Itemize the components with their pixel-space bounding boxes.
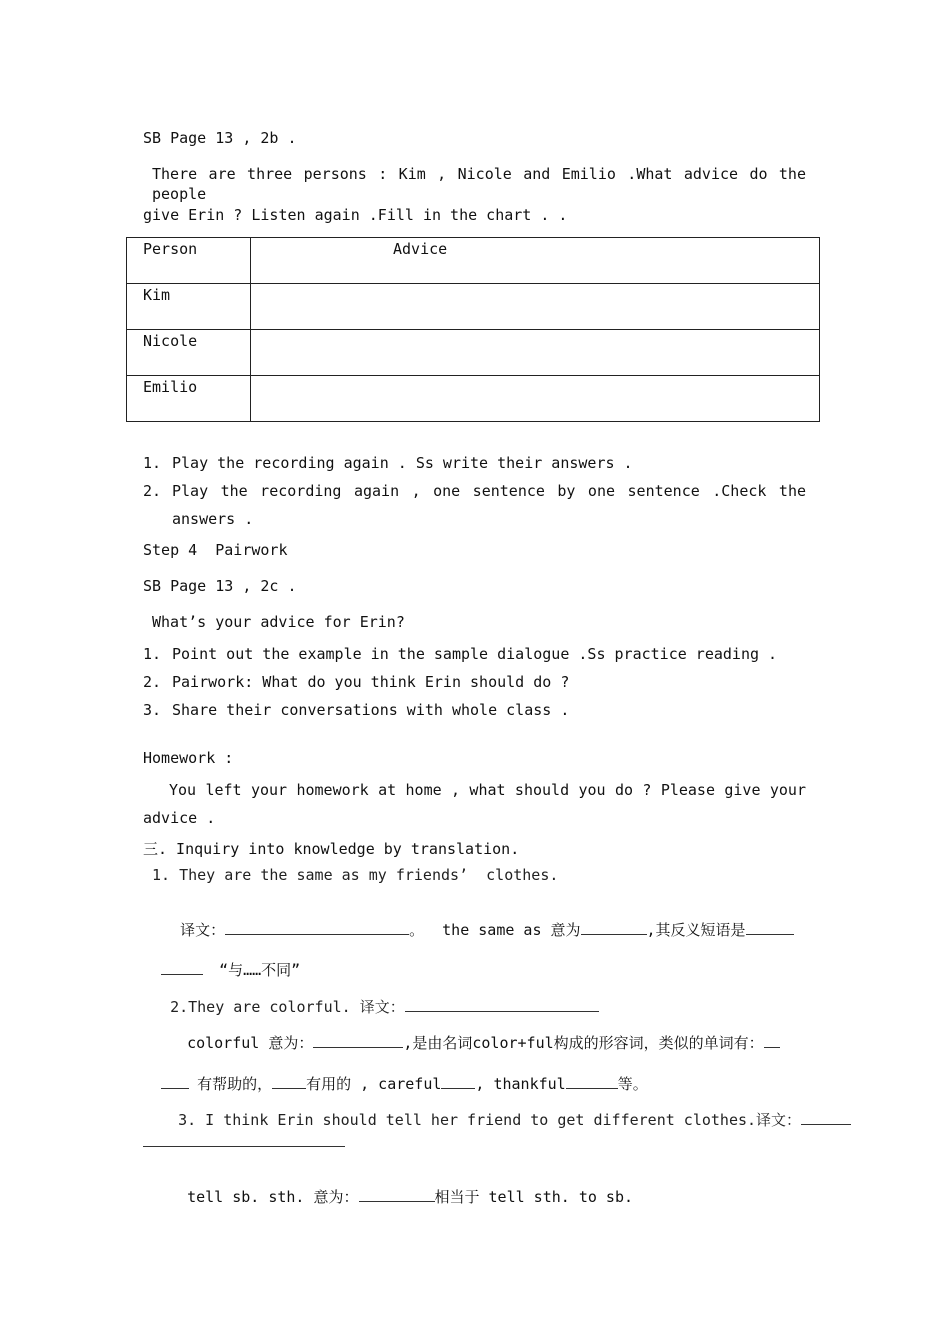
q2-sentence: 2.They are colorful. 译文： <box>170 998 405 1016</box>
q1-antonym-blank-cont[interactable] <box>161 960 203 975</box>
q3-sentence: 3. I think Erin should tell her friend to get different clothes.译文： <box>178 1111 802 1129</box>
q2-colorful-blank[interactable] <box>313 1033 403 1048</box>
q1-tail-text: ,其反义短语是 <box>646 921 746 939</box>
chart-person-cell: Emilio <box>127 376 251 422</box>
q2-translation-blank[interactable] <box>405 997 599 1012</box>
step4-ref: SB Page 13 , 2c . <box>143 577 297 595</box>
step4-question: What’s your advice for Erin? <box>152 613 405 631</box>
chart-advice-cell[interactable] <box>251 330 820 376</box>
chart-advice-cell[interactable] <box>251 284 820 330</box>
q3-tell-line <box>169 1167 633 1207</box>
step4-item-3-text: Share their conversations with whole class . <box>172 701 570 719</box>
q2-useful-text: 有用的 , careful <box>306 1075 442 1093</box>
section-2b-instruction-line2: give Erin ? Listen again .Fill in the chart . . <box>143 206 568 224</box>
chart-advice-cell[interactable] <box>251 376 820 422</box>
q1-translation-blank[interactable] <box>225 920 409 935</box>
step4-item-2-text: Pairwork: What do you think Erin should do ? <box>172 673 570 691</box>
q1-line2 <box>143 940 300 980</box>
q2-careful-blank[interactable] <box>441 1074 475 1089</box>
chart-header-advice: Advice <box>251 238 820 284</box>
step-1-text: Play the recording again . Ss write their answers . <box>172 454 633 472</box>
step-2-text: Play the recording again , one sentence by one sentence .Check the <box>172 482 806 500</box>
chart-header-person: Person <box>127 238 251 284</box>
q1-answer-line <box>162 900 794 940</box>
step4-item-1-text: Point out the example in the sample dialogue .Ss practice reading . <box>172 645 778 663</box>
q2-words-line <box>143 1054 648 1094</box>
chart-header-row <box>127 238 820 284</box>
q2-sentence-line <box>152 977 599 1017</box>
advice-chart <box>126 237 820 422</box>
homework-title: Homework : <box>143 749 234 767</box>
translation-heading: 三. Inquiry into knowledge by translation. <box>143 840 520 858</box>
q3-translation-rule[interactable] <box>143 1146 345 1147</box>
q2-colorful-desc: ,是由名词color+ful构成的形容词，类似的单词有： <box>403 1034 764 1052</box>
q3-translation-blank[interactable] <box>801 1110 851 1125</box>
step4-item-2-number: 2. <box>143 673 162 691</box>
chart-row <box>127 330 820 376</box>
q2-thankful-blank[interactable] <box>566 1074 618 1089</box>
chart-person-cell: Nicole <box>127 330 251 376</box>
q3-sentence-line <box>160 1090 851 1130</box>
step-2-number: 2. <box>143 482 162 500</box>
q2-helpful-text: 有帮助的， <box>197 1075 273 1093</box>
section-2b-ref: SB Page 13 , 2b . <box>143 129 297 147</box>
section-2b-instruction-line1: There are three persons : Kim , Nicole and Emilio .What advice do the people <box>152 165 806 203</box>
q2-helpful-blank[interactable] <box>161 1074 189 1089</box>
q3-tell-label: tell sb. sth. 意为： <box>187 1188 359 1206</box>
q1-antonym-hint: “与……不同” <box>219 961 301 979</box>
q1-sentence: 1. They are the same as my friends’ clothes. <box>152 866 559 884</box>
q3-tell-equivalent: 相当于 tell sth. to sb. <box>434 1188 634 1206</box>
q2-colorful-label: colorful 意为： <box>187 1034 314 1052</box>
step4-item-3-number: 3. <box>143 701 162 719</box>
step-2-continuation: answers . <box>172 510 254 528</box>
chart-row <box>127 284 820 330</box>
q1-meaning-blank[interactable] <box>581 920 647 935</box>
step4-item-1-number: 1. <box>143 645 162 663</box>
q1-antonym-blank[interactable] <box>746 920 794 935</box>
q2-useful-blank[interactable] <box>272 1074 306 1089</box>
q1-translation-label: 译文： <box>180 921 226 939</box>
step-1-number: 1. <box>143 454 162 472</box>
q3-tell-blank[interactable] <box>359 1187 435 1202</box>
chart-person-cell: Kim <box>127 284 251 330</box>
step4-title: Step 4 Pairwork <box>143 541 288 559</box>
homework-line1: You left your homework at home , what should you do ? Please give your <box>169 781 806 799</box>
q1-mid-text: 。 the same as 意为 <box>409 921 581 939</box>
homework-line2: advice . <box>143 809 216 827</box>
chart-row <box>127 376 820 422</box>
q2-thankful-text: , thankful <box>475 1075 566 1093</box>
q2-colorful-line <box>169 1013 780 1053</box>
q2-end-text: 等。 <box>617 1075 648 1093</box>
q2-similar-blank[interactable] <box>764 1033 780 1048</box>
